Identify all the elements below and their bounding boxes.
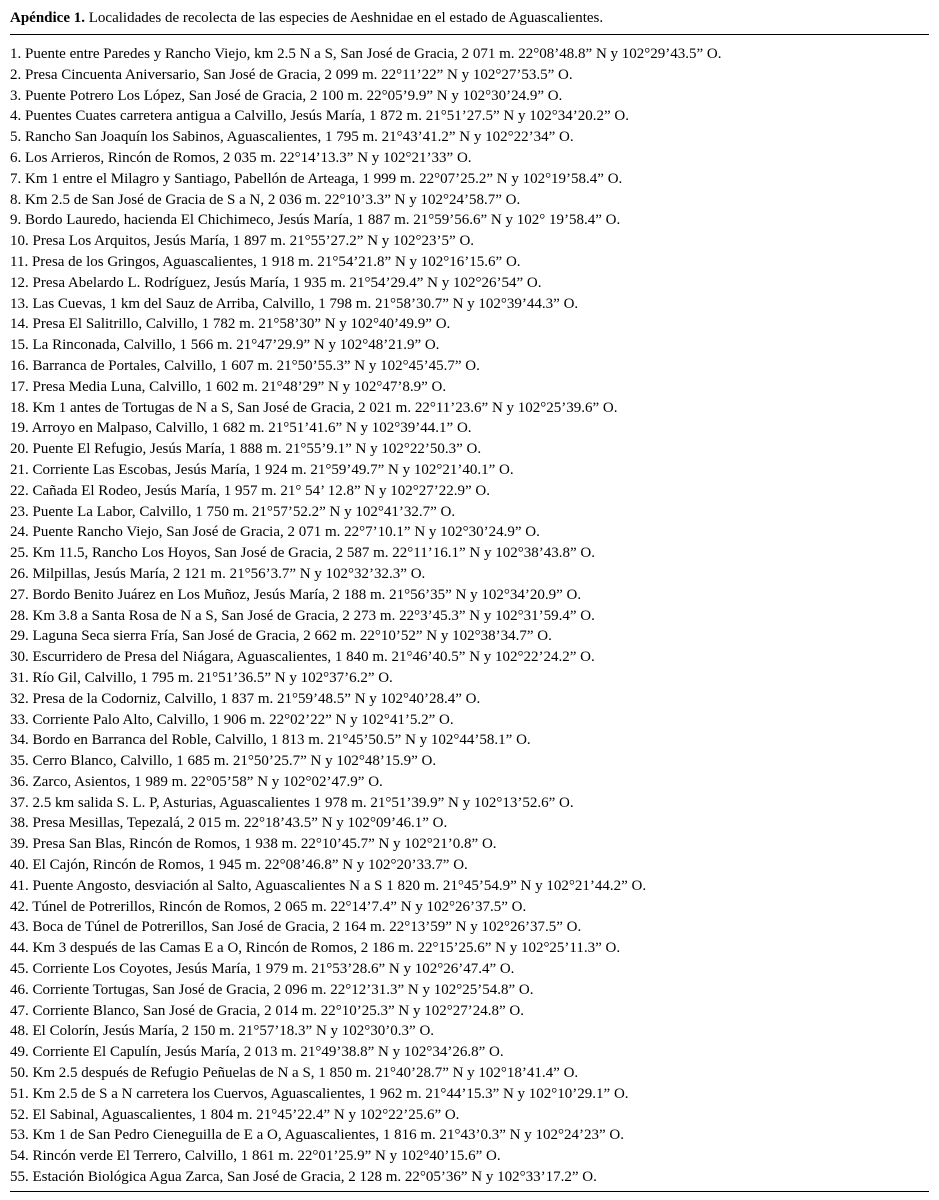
- list-item: 51. Km 2.5 de S a N carretera los Cuervos, Aguascalientes, 1 962 m. 21°44’15.3” N y 102°10’29.1” O.: [10, 1085, 629, 1102]
- list-item: 18. Km 1 antes de Tortugas de N a S, San José de Gracia, 2 021 m. 22°11’23.6” N y 102°25’39.6” O.: [10, 399, 618, 416]
- list-item: 7. Km 1 entre el Milagro y Santiago, Pabellón de Arteaga, 1 999 m. 22°07’25.2” N y 102°19’58.4” O.: [10, 170, 623, 187]
- list-item: 21. Corriente Las Escobas, Jesús María, 1 924 m. 21°59’49.7” N y 102°21’40.1” O.: [10, 461, 514, 478]
- list-item: 44. Km 3 después de las Camas E a O, Rincón de Romos, 2 186 m. 22°15’25.6” N y 102°25’11.3” O.: [10, 940, 621, 957]
- list-item: 6. Los Arrieros, Rincón de Romos, 2 035 m. 22°14’13.3” N y 102°21’33” O.: [10, 149, 472, 166]
- list-item: 46. Corriente Tortugas, San José de Gracia, 2 096 m. 22°12’31.3” N y 102°25’54.8” O.: [10, 981, 534, 998]
- list-item: 30. Escurridero de Presa del Niágara, Aguascalientes, 1 840 m. 21°46’40.5” N y 102°22’24.2” O.: [10, 649, 595, 666]
- list-item: 20. Puente El Refugio, Jesús María, 1 888 m. 21°55’9.1” N y 102°22’50.3” O.: [10, 441, 482, 458]
- caption-text: Localidades de recolecta de las especies de Aeshnidae en el estado de Aguascalientes.: [88, 10, 604, 26]
- list-item: 39. Presa San Blas, Rincón de Romos, 1 938 m. 22°10’45.7” N y 102°21’0.8” O.: [10, 836, 497, 853]
- list-item: 40. El Cajón, Rincón de Romos, 1 945 m. 22°08’46.8” N y 102°20’33.7” O.: [10, 857, 468, 874]
- list-item: 52. El Sabinal, Aguascalientes, 1 804 m. 21°45’22.4” N y 102°22’25.6” O.: [10, 1106, 460, 1123]
- list-item: 48. El Colorín, Jesús María, 2 150 m. 21°57’18.3” N y 102°30’0.3” O.: [10, 1023, 435, 1040]
- list-item: 25. Km 11.5, Rancho Los Hoyos, San José de Gracia, 2 587 m. 22°11’16.1” N y 102°38’43.8” O.: [10, 545, 595, 562]
- list-item: 2. Presa Cincuenta Aniversario, San José de Gracia, 2 099 m. 22°11’22” N y 102°27’53.5” O.: [10, 66, 573, 83]
- list-item: 38. Presa Mesillas, Tepezalá, 2 015 m. 22°18’43.5” N y 102°09’46.1” O.: [10, 815, 448, 832]
- list-item: 17. Presa Media Luna, Calvillo, 1 602 m. 21°48’29” N y 102°47’8.9” O.: [10, 378, 447, 395]
- list-item: 19. Arroyo en Malpaso, Calvillo, 1 682 m. 21°51’41.6” N y 102°39’44.1” O.: [10, 420, 472, 437]
- list-item: 13. Las Cuevas, 1 km del Sauz de Arriba, Calvillo, 1 798 m. 21°58’30.7” N y 102°39’44.3” O.: [10, 295, 579, 312]
- list-item: 42. Túnel de Potrerillos, Rincón de Romos, 2 065 m. 22°14’7.4” N y 102°26’37.5” O.: [10, 898, 527, 915]
- list-item: 4. Puentes Cuates carretera antigua a Calvillo, Jesús María, 1 872 m. 21°51’27.5” N y 102°34’20.2” O.: [10, 108, 629, 125]
- list-item: 45. Corriente Los Coyotes, Jesús María, 1 979 m. 21°53’28.6” N y 102°26’47.4” O.: [10, 961, 515, 978]
- list-item: 54. Rincón verde El Terrero, Calvillo, 1 861 m. 22°01’25.9” N y 102°40’15.6” O.: [10, 1148, 501, 1165]
- list-item: 29. Laguna Seca sierra Fría, San José de Gracia, 2 662 m. 22°10’52” N y 102°38’34.7” O.: [10, 628, 552, 645]
- list-item: 3. Puente Potrero Los López, San José de Gracia, 2 100 m. 22°05’9.9” N y 102°30’24.9” O.: [10, 87, 563, 104]
- list-item: 33. Corriente Palo Alto, Calvillo, 1 906 m. 22°02’22” N y 102°41’5.2” O.: [10, 711, 454, 728]
- bottom-rule: [10, 1191, 929, 1192]
- list-item: 34. Bordo en Barranca del Roble, Calvillo, 1 813 m. 21°45’50.5” N y 102°44’58.1” O.: [10, 732, 531, 749]
- list-item: 15. La Rinconada, Calvillo, 1 566 m. 21°47’29.9” N y 102°48’21.9” O.: [10, 337, 440, 354]
- list-item: 26. Milpillas, Jesús María, 2 121 m. 21°56’3.7” N y 102°32’32.3” O.: [10, 565, 426, 582]
- list-item: 41. Puente Angosto, desviación al Salto, Aguascalientes N a S 1 820 m. 21°45’54.9” N y 102°21’44.2” O.: [10, 877, 647, 894]
- list-item: 11. Presa de los Gringos, Aguascalientes, 1 918 m. 21°54’21.8” N y 102°16’15.6” O.: [10, 253, 521, 270]
- list-item: 9. Bordo Lauredo, hacienda El Chichimeco, Jesús María, 1 887 m. 21°59’56.6” N y 102° 19’58.4” O.: [10, 212, 621, 229]
- list-item: 31. Río Gil, Calvillo, 1 795 m. 21°51’36.5” N y 102°37’6.2” O.: [10, 669, 393, 686]
- list-item: 32. Presa de la Codorniz, Calvillo, 1 837 m. 21°59’48.5” N y 102°40’28.4” O.: [10, 690, 481, 707]
- list-item: 22. Cañada El Rodeo, Jesús María, 1 957 m. 21° 54’ 12.8” N y 102°27’22.9” O.: [10, 482, 490, 499]
- table-caption: [10, 9, 603, 27]
- list-item: 16. Barranca de Portales, Calvillo, 1 607 m. 21°50’55.3” N y 102°45’45.7” O.: [10, 357, 480, 374]
- list-item: 49. Corriente El Capulín, Jesús María, 2 013 m. 21°49’38.8” N y 102°34’26.8” O.: [10, 1044, 504, 1061]
- list-item: 50. Km 2.5 después de Refugio Peñuelas de N a S, 1 850 m. 21°40’28.7” N y 102°18’41.4” O.: [10, 1065, 579, 1082]
- list-item: 14. Presa El Salitrillo, Calvillo, 1 782 m. 21°58’30” N y 102°40’49.9” O.: [10, 316, 451, 333]
- list-item: 55. Estación Biológica Agua Zarca, San José de Gracia, 2 128 m. 22°05’36” N y 102°33’17.2” O.: [10, 1169, 597, 1186]
- list-item: 10. Presa Los Arquitos, Jesús María, 1 897 m. 21°55’27.2” N y 102°23’5” O.: [10, 233, 475, 250]
- list-item: 37. 2.5 km salida S. L. P, Asturias, Aguascalientes 1 978 m. 21°51’39.9” N y 102°13’52.6” O.: [10, 794, 574, 811]
- list-item: 5. Rancho San Joaquín los Sabinos, Aguascalientes, 1 795 m. 21°43’41.2” N y 102°22’34” O.: [10, 129, 574, 146]
- list-item: 12. Presa Abelardo L. Rodríguez, Jesús María, 1 935 m. 21°54’29.4” N y 102°26’54” O.: [10, 274, 542, 291]
- list-item: 1. Puente entre Paredes y Rancho Viejo, km 2.5 N a S, San José de Gracia, 2 071 m. 22°08’48.8” N y 102°29’43.5” O.: [10, 46, 722, 62]
- list-item: 28. Km 3.8 a Santa Rosa de N a S, San José de Gracia, 2 273 m. 22°3’45.3” N y 102°31’59.4” O.: [10, 607, 595, 624]
- list-item: 8. Km 2.5 de San José de Gracia de S a N, 2 036 m. 22°10’3.3” N y 102°24’58.7” O.: [10, 191, 521, 208]
- list-item: 24. Puente Rancho Viejo, San José de Gracia, 2 071 m. 22°7’10.1” N y 102°30’24.9” O.: [10, 524, 540, 541]
- caption-label: Apéndice 1.: [10, 10, 85, 26]
- list-item: 47. Corriente Blanco, San José de Gracia, 2 014 m. 22°10’25.3” N y 102°27’24.8” O.: [10, 1002, 524, 1019]
- list-item: 53. Km 1 de San Pedro Cieneguilla de E a O, Aguascalientes, 1 816 m. 21°43’0.3” N y 102°24’23” O.: [10, 1127, 624, 1144]
- list-item: 36. Zarco, Asientos, 1 989 m. 22°05’58” N y 102°02’47.9” O.: [10, 773, 383, 790]
- locality-list: [10, 44, 722, 1188]
- list-item: 35. Cerro Blanco, Calvillo, 1 685 m. 21°50’25.7” N y 102°48’15.9” O.: [10, 753, 437, 770]
- list-item: 27. Bordo Benito Juárez en Los Muñoz, Jesús María, 2 188 m. 21°56’35” N y 102°34’20.9” O.: [10, 586, 582, 603]
- list-item: 23. Puente La Labor, Calvillo, 1 750 m. 21°57’52.2” N y 102°41’32.7” O.: [10, 503, 456, 520]
- top-rule: [10, 34, 929, 35]
- list-item: 43. Boca de Túnel de Potrerillos, San José de Gracia, 2 164 m. 22°13’59” N y 102°26’37.5” O.: [10, 919, 582, 936]
